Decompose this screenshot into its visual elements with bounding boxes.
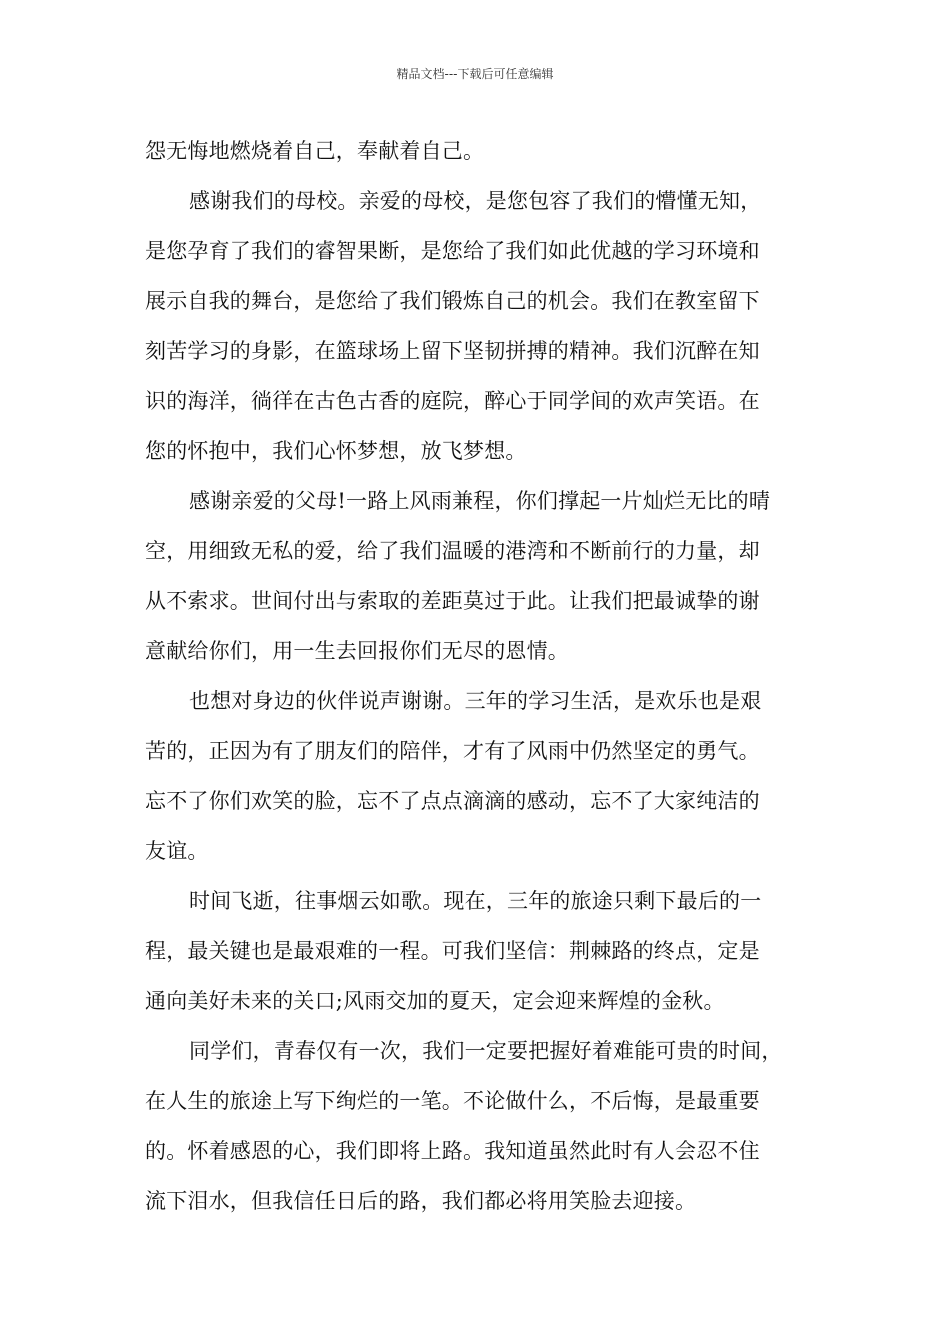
text-line: 您的怀抱中，我们心怀梦想，放飞梦想。 [145, 439, 527, 463]
paragraph-first-line: 同学们，青春仅有一次，我们一定要把握好着难能可贵的时间， [189, 1039, 783, 1063]
paragraph-first-line: 时间飞逝，往事烟云如歌。现在，三年的旅途只剩下最后的一 [189, 889, 762, 913]
text-line: 流下泪水，但我信任日后的路，我们都必将用笑脸去迎接。 [145, 1189, 697, 1213]
text-line: 忘不了你们欢笑的脸，忘不了点点滴滴的感动，忘不了大家纯洁的 [145, 789, 760, 813]
text-line: 苦的，正因为有了朋友们的陪伴，才有了风雨中仍然坚定的勇气。 [145, 739, 760, 763]
text-line: 意献给你们，用一生去回报你们无尽的恩情。 [145, 639, 569, 663]
document-body [145, 126, 815, 1226]
text-line: 从不索求。世间付出与索取的差距莫过于此。让我们把最诚挚的谢 [145, 589, 760, 613]
text-line: 友谊。 [145, 839, 209, 863]
text-line: 在人生的旅途上写下绚烂的一笔。不论做什么，不后悔，是最重要 [145, 1089, 760, 1113]
text-line: 刻苦学习的身影，在篮球场上留下坚韧拼搏的精神。我们沉醉在知 [145, 339, 760, 363]
text-line: 空，用细致无私的爱，给了我们温暖的港湾和不断前行的力量，却 [145, 539, 760, 563]
page-header: 精品文档---下载后可任意编辑 [396, 67, 554, 81]
text-line: 展示自我的舞台，是您给了我们锻炼自己的机会。我们在教室留下 [145, 289, 760, 313]
text-line: 程，最关键也是最艰难的一程。可我们坚信：荆棘路的终点，定是 [145, 939, 760, 963]
text-line: 识的海洋，徜徉在古色古香的庭院，醉心于同学间的欢声笑语。在 [145, 389, 760, 413]
text-line: 通向美好未来的关口;风雨交加的夏天，定会迎来辉煌的金秋。 [145, 989, 725, 1013]
paragraph-first-line: 也想对身边的伙伴说声谢谢。三年的学习生活，是欢乐也是艰 [189, 689, 762, 713]
text-line: 的。怀着感恩的心，我们即将上路。我知道虽然此时有人会忍不住 [145, 1139, 760, 1163]
text-line: 怨无悔地燃烧着自己，奉献着自己。 [145, 139, 485, 163]
paragraph-first-line: 感谢亲爱的父母!一路上风雨兼程，你们撑起一片灿烂无比的晴 [189, 489, 771, 513]
text-line: 是您孕育了我们的睿智果断，是您给了我们如此优越的学习环境和 [145, 239, 760, 263]
paragraph-first-line: 感谢我们的母校。亲爱的母校，是您包容了我们的懵懂无知， [189, 189, 762, 213]
